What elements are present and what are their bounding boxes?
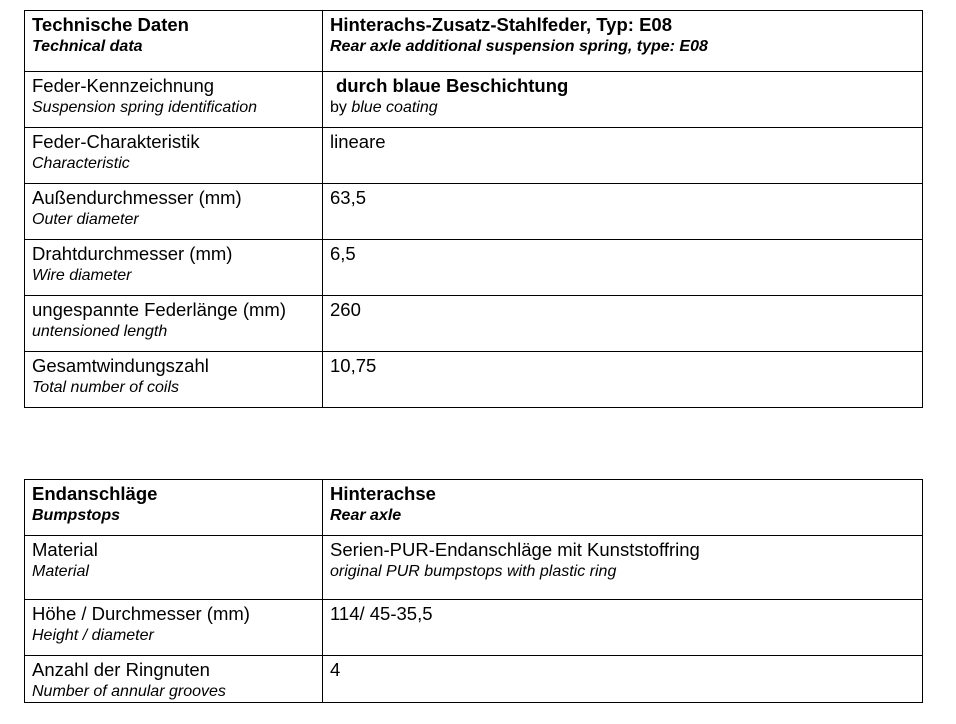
value-cell <box>323 536 923 600</box>
value-en-prefix: by <box>330 99 352 116</box>
table-header-row <box>25 11 923 72</box>
label-en: Outer diameter <box>32 211 139 228</box>
value-de: Serien-PUR-Endanschläge mit Kunststoffring <box>330 539 700 560</box>
value-cell <box>323 72 923 128</box>
value-cell <box>323 352 923 408</box>
header-cell-left <box>25 480 323 536</box>
label-de: Drahtdurchmesser (mm) <box>32 243 233 264</box>
label-en: Material <box>32 563 89 580</box>
value-de: durch blaue Beschichtung <box>336 75 569 96</box>
value-cell <box>323 128 923 184</box>
technical-data-table <box>24 10 923 408</box>
header-title-de: Endanschläge <box>32 483 158 504</box>
label-de: Gesamtwindungszahl <box>32 355 209 376</box>
table-row <box>25 536 923 600</box>
value: 260 <box>330 299 361 320</box>
bumpstops-table <box>24 479 923 703</box>
label-en: Height / diameter <box>32 627 154 644</box>
table-row <box>25 600 923 656</box>
label-de: Feder-Charakteristik <box>32 131 200 152</box>
label-en: Number of annular grooves <box>32 683 226 700</box>
label-en: Total number of coils <box>32 379 180 396</box>
value-cell <box>323 184 923 240</box>
value: 4 <box>330 659 341 680</box>
axle-title-de: Hinterachse <box>330 483 436 504</box>
label-cell <box>25 72 323 128</box>
label-de: Höhe / Durchmesser (mm) <box>32 603 250 624</box>
value: lineare <box>330 131 386 152</box>
value-cell <box>323 656 923 703</box>
table-row <box>25 184 923 240</box>
label-en: Wire diameter <box>32 267 132 284</box>
label-en: untensioned length <box>32 323 168 340</box>
table-row <box>25 240 923 296</box>
label-cell <box>25 352 323 408</box>
table-header-row <box>25 480 923 536</box>
value-en: original PUR bumpstops with plastic ring <box>330 563 617 580</box>
label-de: Material <box>32 539 98 560</box>
table-row <box>25 128 923 184</box>
header-cell-right <box>323 480 923 536</box>
label-de: ungespannte Federlänge (mm) <box>32 299 287 320</box>
label-cell <box>25 184 323 240</box>
table-row <box>25 656 923 703</box>
value-en: blue coating <box>351 99 438 116</box>
label-de: Feder-Kennzeichnung <box>32 75 215 96</box>
label-en: Suspension spring identification <box>32 99 258 116</box>
label-cell <box>25 536 323 600</box>
header-title-de: Technische Daten <box>32 14 189 35</box>
table-row <box>25 296 923 352</box>
label-de: Anzahl der Ringnuten <box>32 659 210 680</box>
label-de: Außendurchmesser (mm) <box>32 187 242 208</box>
product-title-de: Hinterachs-Zusatz-Stahlfeder, Typ: E08 <box>330 14 672 35</box>
value: 114/ 45-35,5 <box>330 603 433 624</box>
header-title-en: Bumpstops <box>32 507 120 524</box>
label-cell <box>25 296 323 352</box>
value-en-line <box>330 97 916 118</box>
label-cell <box>25 128 323 184</box>
value-cell <box>323 240 923 296</box>
value: 6,5 <box>330 243 356 264</box>
product-title-en: Rear axle additional suspension spring, type: E08 <box>330 38 708 55</box>
label-en: Characteristic <box>32 155 130 172</box>
value-cell <box>323 296 923 352</box>
table-row <box>25 72 923 128</box>
header-cell-left <box>25 11 323 72</box>
value-cell <box>323 600 923 656</box>
value: 63,5 <box>330 187 367 208</box>
table-row <box>25 352 923 408</box>
label-cell <box>25 600 323 656</box>
value: 10,75 <box>330 355 377 376</box>
label-cell <box>25 656 323 703</box>
label-cell <box>25 240 323 296</box>
header-cell-right <box>323 11 923 72</box>
axle-title-en: Rear axle <box>330 507 402 524</box>
header-title-en: Technical data <box>32 38 143 55</box>
